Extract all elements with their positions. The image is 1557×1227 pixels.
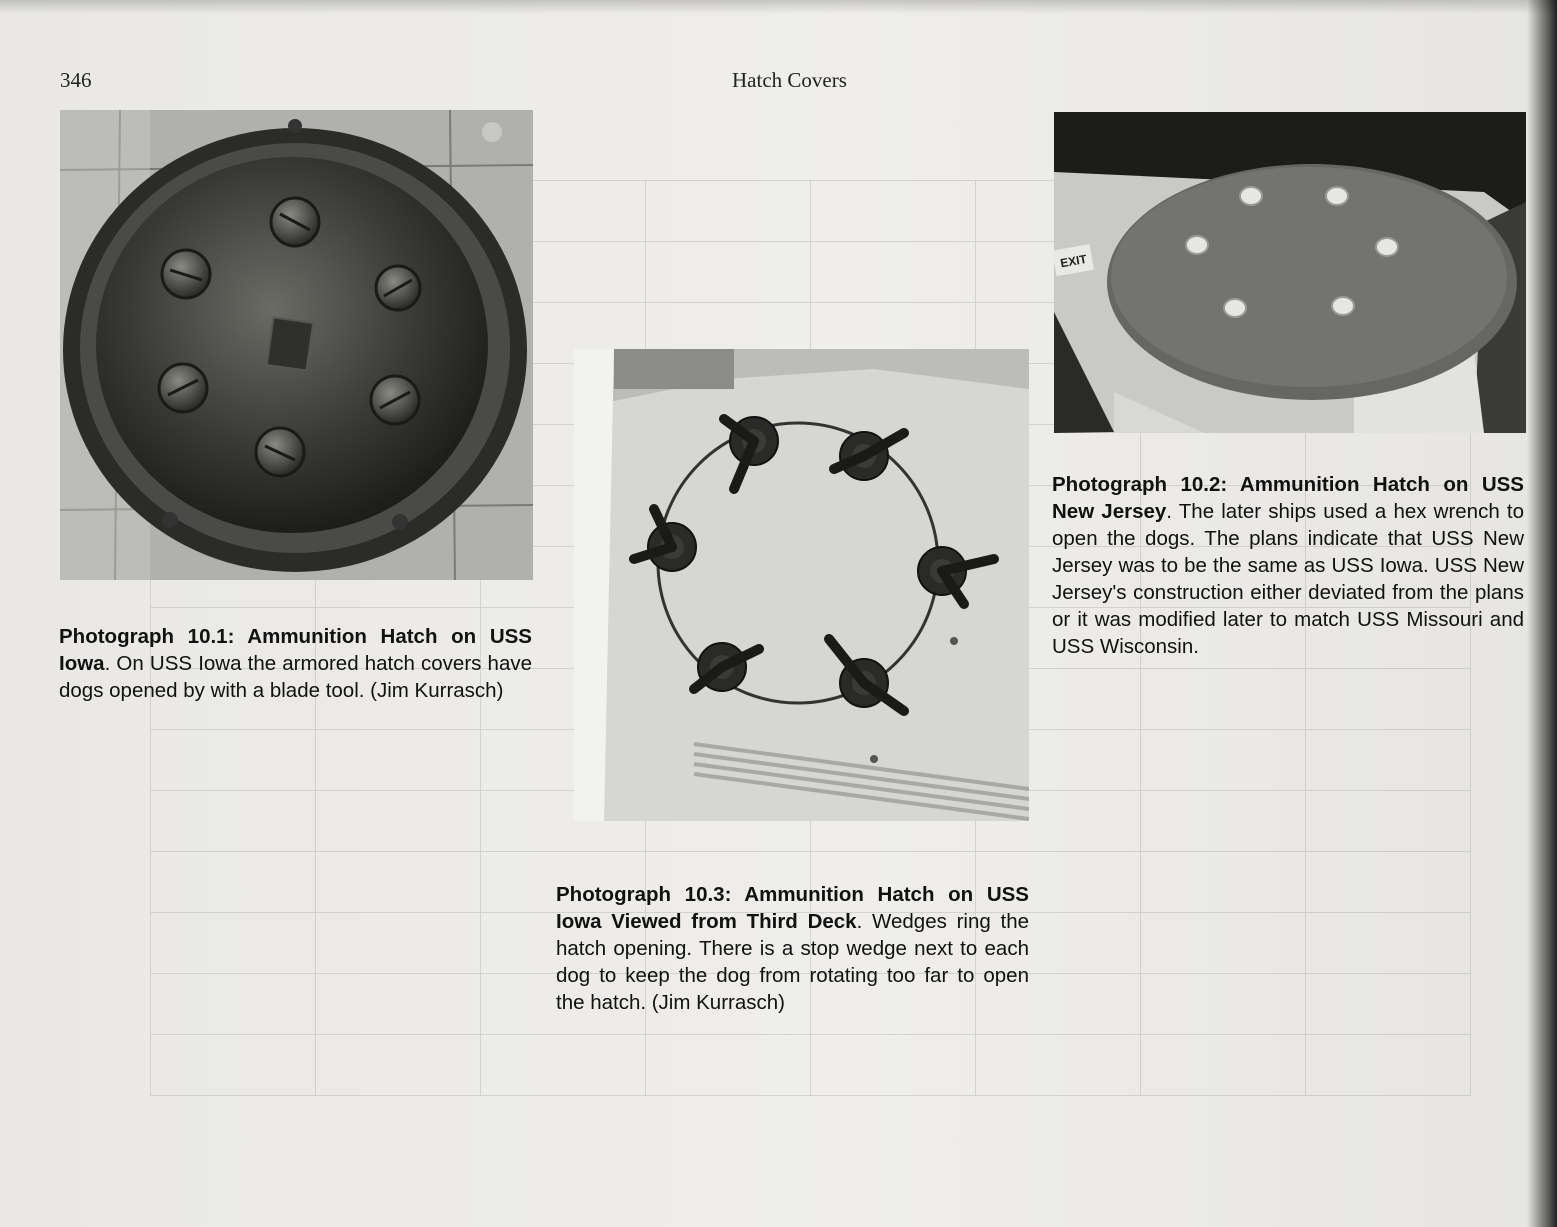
photo-uss-iowa-hatch [60,110,533,580]
caption-body: . The later ships used a hex wrench to open the dogs. The plans indicate that USS New Jersey was to be the same as USS Iowa. USS New Jersey's construction either deviated from the plans or it was modified later to match USS Missouri and USS Wisconsin. [1052,500,1524,658]
photo-caption-10-2 [1052,471,1524,660]
running-title: Hatch Covers [732,68,847,92]
scan-shadow-top [0,0,1557,14]
photo-uss-new-jersey-hatch [1054,112,1526,433]
page-number: 346 [60,68,92,92]
caption-body: . On USS Iowa the armored hatch covers have dogs opened by with a blade tool. (Jim Kurrasch) [59,652,532,702]
caption-title: Photograph 10.3: Ammunition Hatch on USS Iowa Viewed from Third Deck [556,883,1029,933]
caption-title: Photograph 10.1: Ammunition Hatch on USS Iowa [59,625,532,675]
photo-caption-10-1 [59,623,532,704]
caption-title: Photograph 10.2: Ammunition Hatch on USS New Jersey [1052,473,1524,523]
scan-shadow-right [1527,0,1557,1227]
photo-caption-10-3 [556,881,1029,1016]
caption-body: . Wedges ring the hatch opening. There is a stop wedge next to each dog to keep the dog from rotating too far to open the hatch. (Jim Kurrasch) [556,910,1030,1014]
photo-uss-iowa-third-deck [574,349,1029,821]
exit-sign-text: EXIT [1059,251,1088,271]
